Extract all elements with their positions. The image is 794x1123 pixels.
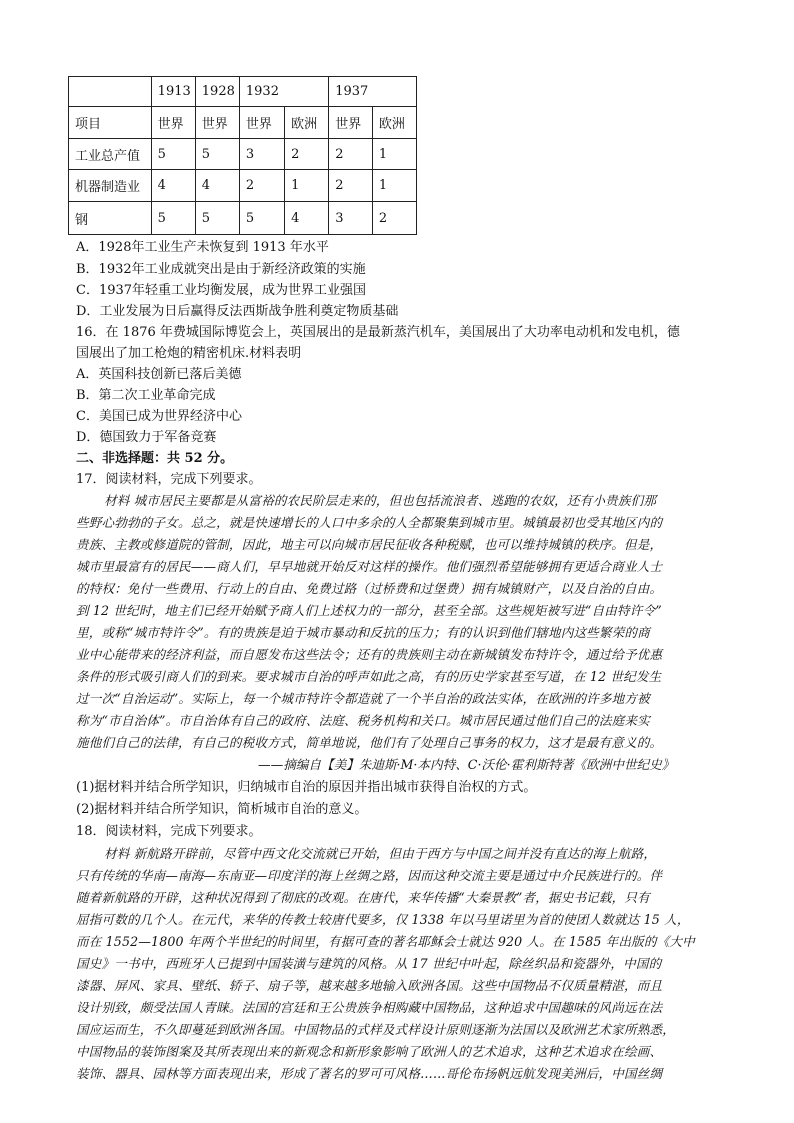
table-cell: 1 bbox=[372, 139, 416, 170]
table-cell: 5 bbox=[151, 202, 195, 235]
q17-material-line: 些野心勃勃的子女。总之，就是快速增长的人口中多余的人全都聚集到城市里。城镇最初也受其地区内的 bbox=[76, 515, 663, 530]
table-cell: 1913 bbox=[151, 77, 195, 107]
q18-material-line: 国史》一书中，西班牙人已提到中国装潢与建筑的风格。从 17 世纪中叶起，除丝织品和瓷器外，中国的 bbox=[76, 956, 662, 971]
table-cell bbox=[372, 77, 416, 107]
table-cell: 2 bbox=[285, 139, 329, 170]
table-cell: 3 bbox=[239, 139, 284, 170]
q17-material-line: 业中心能带来的经济利益，而自愿发布这些法令；还有的贵族则主动在新城镇发布特许令，通过给予优惠 bbox=[76, 647, 663, 662]
table-cell: 1928 bbox=[195, 77, 239, 107]
q18-material-line: 设计别致，颇受法国人青睐。法国的宫廷和王公贵族争相购藏中国物品，这种追求中国趣味的风尚远在法 bbox=[76, 1000, 663, 1015]
q17-material-line: 过一次“自治运动”。实际上，每一个城市特许令都造就了一个半自治的政法实体，在欧洲的许多地方被 bbox=[76, 691, 650, 706]
table-cell: 欧洲 bbox=[285, 107, 329, 139]
table-cell: 2 bbox=[329, 139, 373, 170]
q16-option-c: C．美国已成为世界经济中心 bbox=[76, 409, 242, 424]
q18-material-line: 只有传统的华南—南海—东南亚—印度洋的海上丝绸之路，因而这种交流主要是通过中介民族进行的。伴 bbox=[76, 868, 663, 883]
table-cell: 5 bbox=[239, 202, 284, 235]
q15-option-c: C．1937年轻重工业均衡发展，成为世界工业强国 bbox=[76, 283, 367, 298]
q17-material-line: 的特权：免付一些费用、行动上的自由、免费过路（过桥费和过堡费）拥有城镇财产，以及自治的自由。 bbox=[76, 581, 663, 596]
table-cell: 钢 bbox=[69, 202, 152, 235]
table-cell: 1 bbox=[285, 170, 329, 202]
table-row bbox=[69, 202, 417, 235]
table-cell: 4 bbox=[195, 170, 239, 202]
table-cell: 4 bbox=[151, 170, 195, 202]
q16-option-a: A．英国科技创新已落后美德 bbox=[76, 367, 242, 382]
q17-material-line: 到 12 世纪时，地主们已经开始赋予商人们上述权力的一部分，甚至全部。这些规矩被写进“自由特许令” bbox=[76, 603, 662, 618]
table-cell: 2 bbox=[239, 170, 284, 202]
table-cell: 欧洲 bbox=[372, 107, 416, 139]
q17-material-line: 城市里最富有的居民——商人们，早早地就开始反对这样的操作。他们强烈希望能够拥有更适合商业人士 bbox=[76, 559, 663, 574]
q17-material-line: 材料 城市居民主要都是从富裕的农民阶层走来的，但也包括流浪者、逃跑的农奴，还有小贵族们那 bbox=[104, 493, 657, 508]
table-cell: 3 bbox=[329, 202, 373, 235]
q17-material-line: 施他们自己的法律，有自己的税收方式，简单地说，他们有了处理自己事务的权力，这才是最有意义的。 bbox=[76, 735, 663, 750]
q16-option-b: B．第二次工业革命完成 bbox=[76, 388, 216, 403]
table-cell: 世界 bbox=[239, 107, 284, 139]
q16-option-d: D．德国致力于军备竞赛 bbox=[76, 430, 217, 445]
q17-task-1: (1)据材料并结合所学知识，归纳城市自治的原因并指出城市获得自治权的方式。 bbox=[76, 780, 537, 795]
table-cell: 4 bbox=[285, 202, 329, 235]
table-row bbox=[69, 170, 417, 202]
table-cell: 世界 bbox=[195, 107, 239, 139]
table-cell bbox=[285, 77, 329, 107]
table-row bbox=[69, 107, 417, 139]
table-cell: 世界 bbox=[151, 107, 195, 139]
q18-material-line: 装饰、器具、园林等方面表现出来，形成了著名的罗可可风格……哥伦布扬帆远航发现美洲后，中国丝绸 bbox=[76, 1066, 663, 1081]
q17-source: ——摘编自【美】朱迪斯·M·本内特、C·沃伦·霍利斯特著《欧洲中世纪史》 bbox=[258, 757, 675, 772]
q15-option-a: A．1928年工业生产未恢复到 1913 年水平 bbox=[76, 240, 329, 255]
q18-material-line: 中国物品的装饰图案及其所表现出来的新观念和新形象影响了欧洲人的艺术追求，这种艺术追求在绘画、 bbox=[76, 1044, 663, 1059]
table-row bbox=[69, 77, 417, 107]
q17-title: 17．阅读材料，完成下列要求。 bbox=[76, 472, 262, 487]
q17-material-line: 条件的形式吸引商人们的到来。要求城市自治的呼声如此之高，有的历史学家甚至写道，在 12 世纪发生 bbox=[76, 669, 662, 684]
table-cell: 2 bbox=[329, 170, 373, 202]
table-cell: 1 bbox=[372, 170, 416, 202]
table-cell: 5 bbox=[151, 139, 195, 170]
q17-material-line: 里，或称“城市特许令”。有的贵族是迫于城市暴动和反抗的压力；有的认识到他们辖地内这些繁荣的商 bbox=[76, 625, 650, 640]
q18-material-line: 而在 1552—1800 年两个半世纪的时间里，有据可查的著名耶稣会士就达 920 人。在 1585 年出版的《大中 bbox=[76, 934, 695, 949]
table-cell: 5 bbox=[195, 202, 239, 235]
q16-stem-line-2: 国展出了加工枪炮的精密机床.材料表明 bbox=[76, 346, 302, 361]
q18-material-line: 国应运而生，不久即蔓延到欧洲各国。中国物品的式样及式样设计原则逐渐为法国以及欧洲艺术家所熟悉， bbox=[76, 1022, 675, 1037]
table-cell bbox=[69, 77, 152, 107]
q18-material-line: 随着新航路的开辟，这种状况得到了彻底的改观。在唐代，来华传播“大秦景教”者，据史书记载，只有 bbox=[76, 890, 650, 905]
table-cell: 工业总产值 bbox=[69, 139, 152, 170]
q17-material-line: 贵族、主教或修道院的管制，因此，地主可以向城市居民征收各种税赋，也可以维持城镇的秩序。但是， bbox=[76, 537, 663, 552]
section-heading: 二、非选择题：共 52 分。 bbox=[76, 451, 234, 466]
table-cell: 5 bbox=[195, 139, 239, 170]
table-cell: 2 bbox=[372, 202, 416, 235]
table-cell: 1932 bbox=[239, 77, 284, 107]
table-cell: 世界 bbox=[329, 107, 373, 139]
q17-material-line: 称为“市自治体”。市自治体有自己的政府、法庭、税务机构和关口。城市居民通过他们自己的法庭来实 bbox=[76, 713, 650, 728]
q18-material-line: 漆器、屏风、家具、壁纸、轿子、扇子等，越来越多地输入欧洲各国。这些中国物品不仅质量精湛，而且 bbox=[76, 978, 663, 993]
q18-material-line: 屈指可数的几个人。在元代，来华的传教士较唐代要多，仅 1338 年以马里诺里为首的使团人数就达 15 人， bbox=[76, 912, 690, 927]
q15-option-b: B．1932年工业成就突出是由于新经济政策的实施 bbox=[76, 262, 366, 277]
q17-task-2: (2)据材料并结合所学知识，简析城市自治的意义。 bbox=[76, 802, 368, 817]
table-cell: 机器制造业 bbox=[69, 170, 152, 202]
industry-ranking-table bbox=[68, 76, 417, 235]
table-row bbox=[69, 139, 417, 170]
q18-material-line: 材料 新航路开辟前，尽管中西文化交流就已开始，但由于西方与中国之间并没有直达的海上航路， bbox=[104, 846, 657, 861]
table-cell: 项目 bbox=[69, 107, 152, 139]
q15-option-d: D．工业发展为日后赢得反法西斯战争胜利奠定物质基础 bbox=[76, 304, 399, 319]
q18-title: 18．阅读材料，完成下列要求。 bbox=[76, 824, 262, 839]
table-cell: 1937 bbox=[329, 77, 373, 107]
q16-stem-line-1: 16．在 1876 年费城国际博览会上，英国展出的是最新蒸汽机车，美国展出了大功率电动机和发电机，德 bbox=[76, 325, 680, 340]
